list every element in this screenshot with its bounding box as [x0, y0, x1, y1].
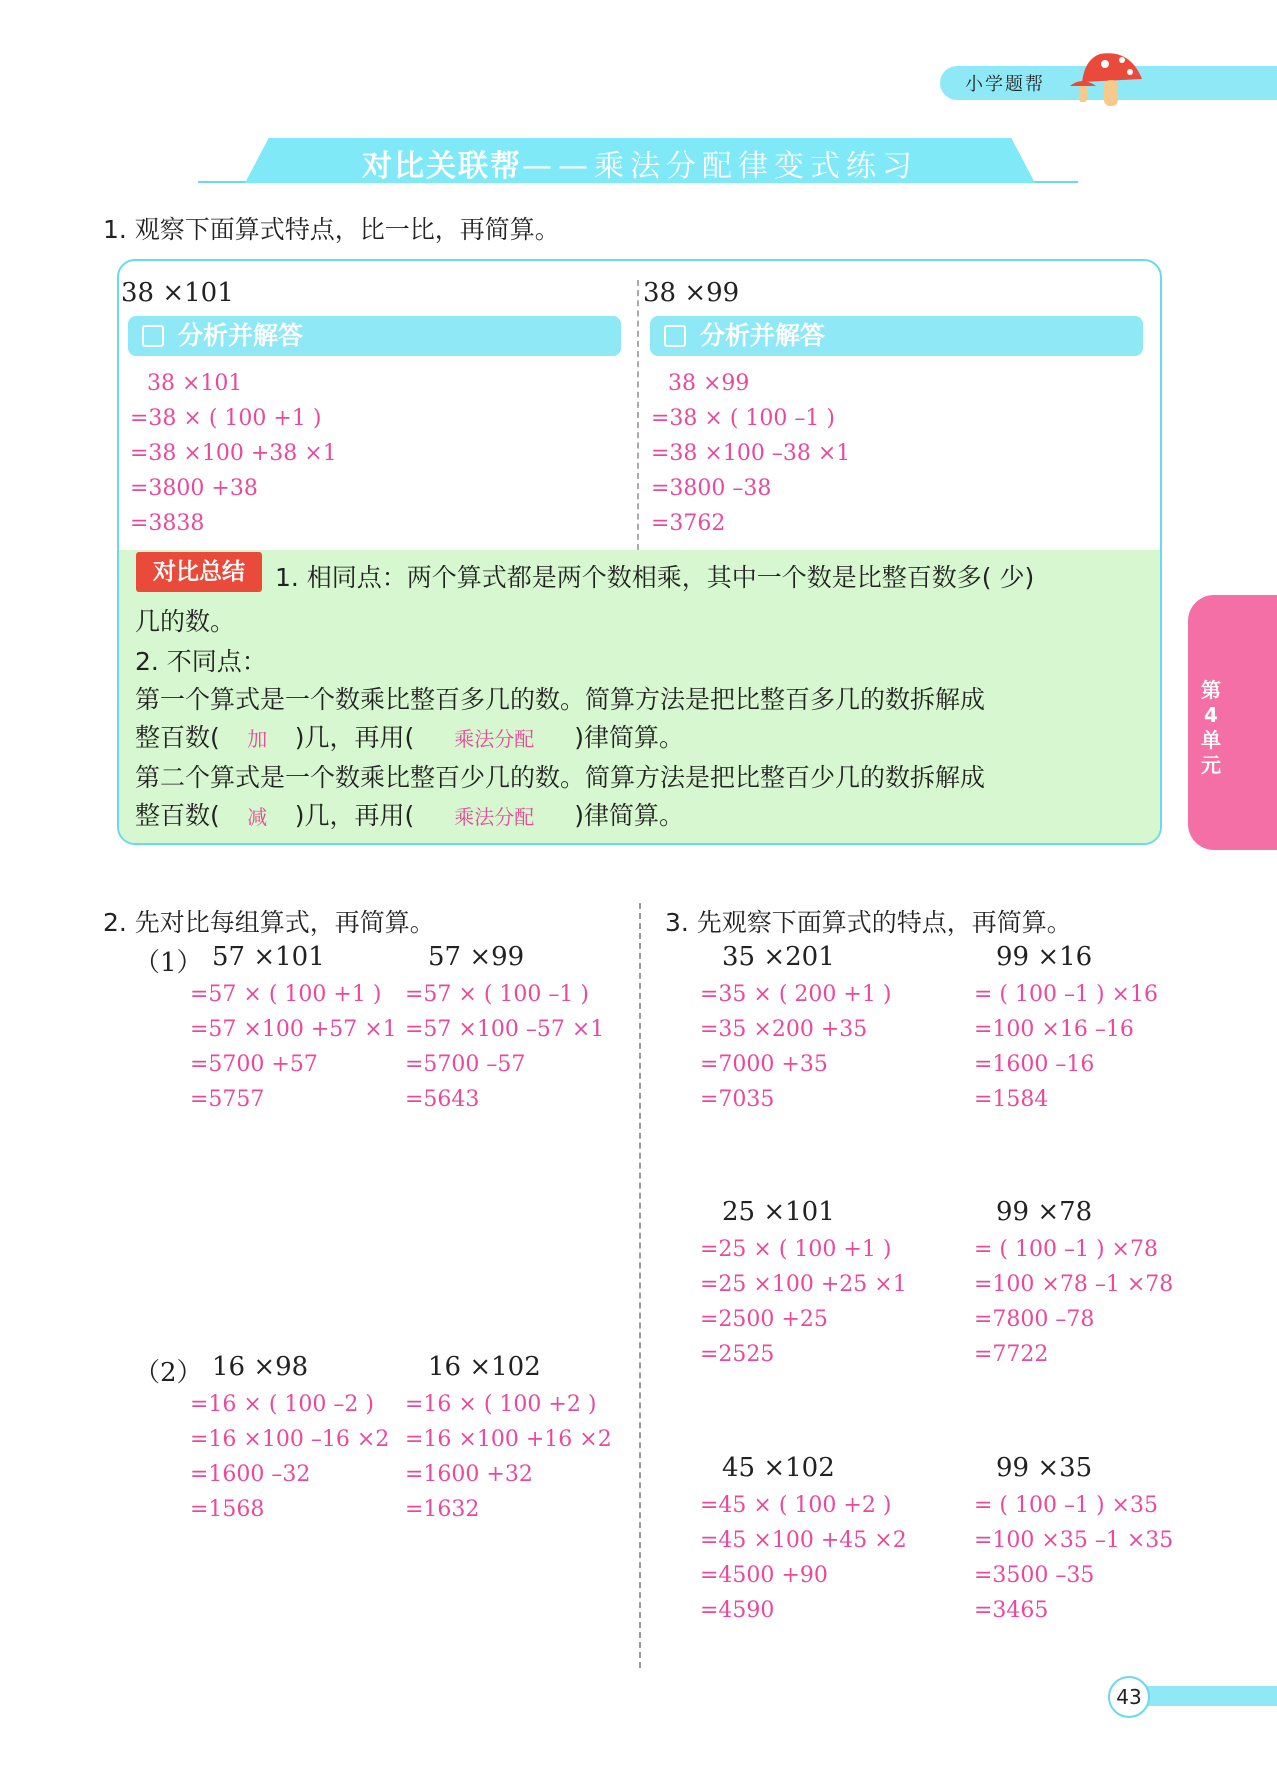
q3-r1-b-steps	[974, 977, 1158, 1117]
q1-instruction: 1. 观察下面算式特点，比一比，再简算。	[103, 215, 560, 244]
q3-instruction: 3. 先观察下面算式的特点，再简算。	[665, 908, 1072, 937]
step-line: =57 × ( 100 +1 )	[190, 982, 382, 1007]
step-line: =7000 +35	[700, 1052, 828, 1077]
summary-badge: 对比总结	[136, 552, 262, 592]
step-line: =38 × ( 100 +1 )	[130, 406, 322, 431]
step-line: 38 ×101	[147, 371, 243, 396]
mushroom-icon	[1060, 44, 1150, 116]
q1-right-steps	[651, 366, 850, 541]
step-line: =100 ×35 –1 ×35	[974, 1528, 1174, 1553]
step-line: =45 × ( 100 +2 )	[700, 1493, 892, 1518]
q1-right-expression: 38 ×99	[643, 278, 740, 308]
q3-r1-b-expression: 99 ×16	[996, 942, 1093, 972]
q3-r2-b-steps	[974, 1232, 1173, 1372]
page-title: 对比关联帮——乘法分配律变式练习	[362, 149, 918, 184]
step-line: =16 × ( 100 +2 )	[405, 1392, 597, 1417]
q2-g2-b-expression: 16 ×102	[428, 1352, 541, 1382]
q2-group-label: （1）	[134, 948, 203, 978]
step-line: =57 ×100 –57 ×1	[405, 1017, 605, 1042]
step-line: =1584	[974, 1087, 1049, 1112]
step-line: =5700 +57	[190, 1052, 318, 1077]
answer-fill: 减	[247, 805, 268, 829]
q3-r2-a-steps	[700, 1232, 907, 1372]
step-line: =3465	[974, 1598, 1049, 1623]
brand-label: 小学题帮	[965, 74, 1045, 95]
step-line: =5757	[190, 1087, 265, 1112]
step-line: =1568	[190, 1497, 265, 1522]
step-line: =100 ×16 –16	[974, 1017, 1134, 1042]
step-line: =16 ×100 –16 ×2	[190, 1427, 390, 1452]
q3-r1-a-steps	[700, 977, 891, 1117]
analysis-label: 分析并解答	[178, 321, 304, 350]
column-divider	[639, 903, 641, 1668]
q2-g1-a-expression: 57 ×101	[212, 942, 325, 972]
pencil-icon	[664, 325, 686, 347]
page-number-bar	[1140, 1686, 1277, 1706]
page-number: 43	[1108, 1676, 1150, 1718]
q3-r2-a-expression: 25 ×101	[722, 1197, 835, 1227]
summary-line: 整百数( 减 )几，再用( 乘法分配 )律简算。	[135, 801, 685, 830]
q2-g2-b-steps	[405, 1387, 612, 1527]
analysis-label: 分析并解答	[700, 321, 826, 350]
q2-g1-b-steps	[405, 977, 604, 1117]
step-line: =1600 +32	[405, 1462, 533, 1487]
step-line: =25 ×100 +25 ×1	[700, 1272, 907, 1297]
step-line: =45 ×100 +45 ×2	[700, 1528, 907, 1553]
q2-instruction: 2. 先对比每组算式，再简算。	[103, 908, 435, 937]
step-line: =3800 +38	[130, 476, 258, 501]
answer-fill: 乘法分配	[454, 805, 535, 829]
q2-g1-b-expression: 57 ×99	[428, 942, 525, 972]
step-line: = ( 100 –1 ) ×16	[974, 982, 1158, 1007]
step-line: =3762	[651, 511, 726, 536]
step-line: =4590	[700, 1598, 775, 1623]
step-line: =7035	[700, 1087, 775, 1112]
q1-divider	[637, 280, 639, 550]
q3-r2-b-expression: 99 ×78	[996, 1197, 1093, 1227]
summary-line: 1. 相同点：两个算式都是两个数相乘，其中一个数是比整百数多( 少)	[275, 563, 1035, 592]
summary-line: 整百数( 加 )几，再用( 乘法分配 )律简算。	[135, 723, 685, 752]
summary-line: 2. 不同点：	[135, 647, 267, 676]
pencil-icon	[142, 325, 164, 347]
step-line: =35 ×200 +35	[700, 1017, 868, 1042]
q1-left-expression: 38 ×101	[121, 278, 234, 308]
q2-g1-a-steps	[190, 977, 397, 1117]
step-line: =16 ×100 +16 ×2	[405, 1427, 612, 1452]
step-line: =100 ×78 –1 ×78	[974, 1272, 1174, 1297]
q3-r3-a-steps	[700, 1488, 907, 1628]
summary-line: 第一个算式是一个数乘比整百多几的数。简算方法是把比整百多几的数拆解成	[135, 685, 986, 714]
step-line: =3500 –35	[974, 1563, 1095, 1588]
step-line: =2500 +25	[700, 1307, 828, 1332]
step-line: =7722	[974, 1342, 1049, 1367]
summary-line: 几的数。	[135, 607, 236, 636]
summary-line: 第二个算式是一个数乘比整百少几的数。简算方法是把比整百少几的数拆解成	[135, 763, 986, 792]
step-line: 38 ×99	[668, 371, 750, 396]
step-line: =35 × ( 200 +1 )	[700, 982, 892, 1007]
q3-r3-a-expression: 45 ×102	[722, 1453, 835, 1483]
step-line: =3800 –38	[651, 476, 772, 501]
step-line: =38 × ( 100 –1 )	[651, 406, 835, 431]
step-line: =25 × ( 100 +1 )	[700, 1237, 892, 1262]
step-line: =7800 –78	[974, 1307, 1095, 1332]
step-line: =1600 –32	[190, 1462, 311, 1487]
step-line: =57 ×100 +57 ×1	[190, 1017, 397, 1042]
answer-fill: 加	[247, 727, 268, 751]
step-line: =2525	[700, 1342, 775, 1367]
q3-r1-a-expression: 35 ×201	[722, 942, 835, 972]
step-line: =16 × ( 100 –2 )	[190, 1392, 374, 1417]
step-line: =38 ×100 +38 ×1	[130, 441, 337, 466]
q3-r3-b-expression: 99 ×35	[996, 1453, 1093, 1483]
step-line: =38 ×100 –38 ×1	[651, 441, 851, 466]
step-line: =4500 +90	[700, 1563, 828, 1588]
step-line: =5700 –57	[405, 1052, 526, 1077]
q1-left-analysis-bar	[128, 316, 621, 356]
answer-fill: 乘法分配	[454, 727, 535, 751]
step-line: =1600 –16	[974, 1052, 1095, 1077]
q1-right-analysis-bar	[650, 316, 1143, 356]
q2-group-label: （2）	[134, 1358, 203, 1388]
q3-r3-b-steps	[974, 1488, 1173, 1628]
step-line: = ( 100 –1 ) ×35	[974, 1493, 1158, 1518]
q2-g2-a-steps	[190, 1387, 389, 1527]
step-line: =57 × ( 100 –1 )	[405, 982, 589, 1007]
q1-left-steps	[130, 366, 337, 541]
step-line: = ( 100 –1 ) ×78	[974, 1237, 1158, 1262]
q2-g2-a-expression: 16 ×98	[212, 1352, 309, 1382]
step-line: =3838	[130, 511, 205, 536]
step-line: =1632	[405, 1497, 480, 1522]
step-line: =5643	[405, 1087, 480, 1112]
unit-tab-label: 第4单元	[1201, 678, 1221, 777]
